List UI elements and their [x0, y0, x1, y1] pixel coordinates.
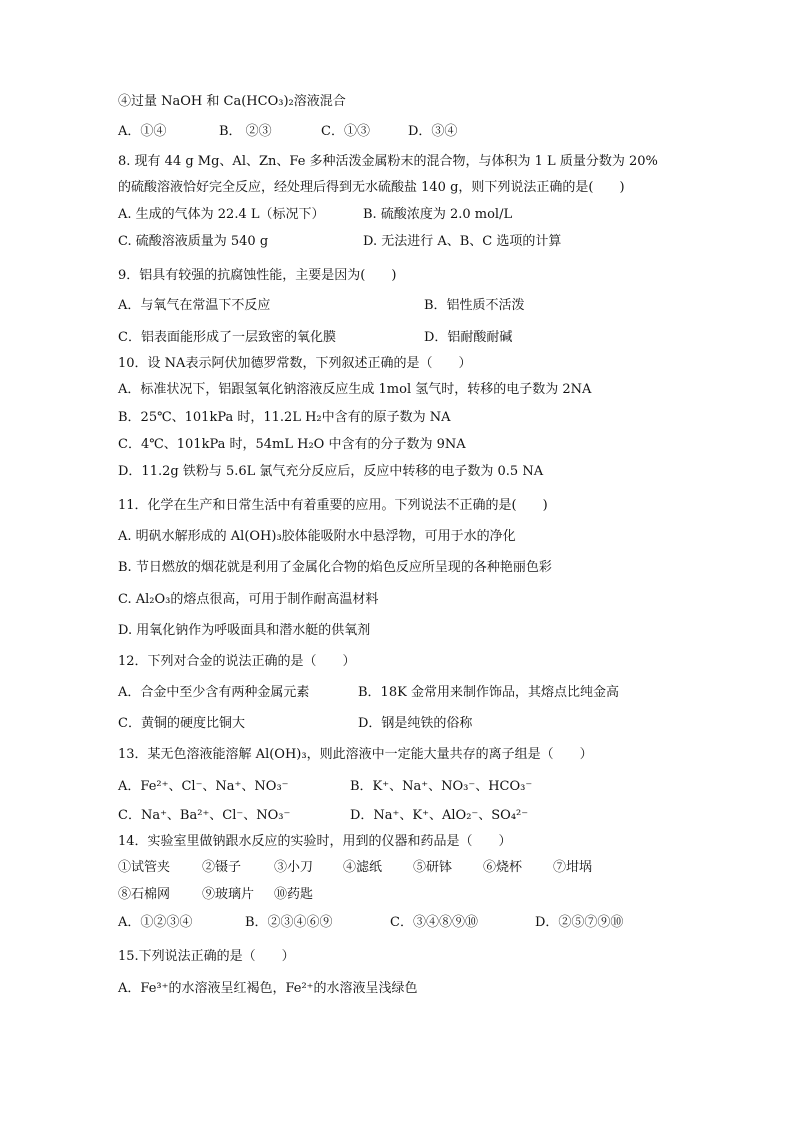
- q13-stem: 13．某无色溶液能溶解 Al(OH)₃，则此溶液中一定能大量共存的离子组是（ ）: [118, 747, 593, 762]
- q12-option-c: C．黄铜的硬度比铜大: [118, 716, 245, 731]
- q13-option-b: B．K⁺、Na⁺、NO₃⁻、HCO₃⁻: [350, 779, 533, 794]
- q12-stem: 12．下列对合金的说法正确的是（ ）: [118, 654, 356, 669]
- q10-option-b: B．25℃、101kPa 时，11.2L H₂中含有的原子数为 NA: [118, 410, 451, 425]
- q13-option-a: A．Fe²⁺、Cl⁻、Na⁺、NO₃⁻: [118, 779, 289, 794]
- q14-item-7: ⑦坩埚: [553, 860, 593, 875]
- q14-option-a: A．①②③④: [118, 915, 193, 930]
- q7-option-d: D．③④: [408, 124, 458, 139]
- q15-stem: 15.下列说法正确的是（ ）: [118, 949, 295, 964]
- q11-option-a: A. 明矾水解形成的 Al(OH)₃胶体能吸附水中悬浮物，可用于水的净化: [118, 529, 516, 544]
- q14-stem: 14．实验室里做钠跟水反应的实验时，用到的仪器和药品是（ ）: [118, 834, 512, 849]
- q14-item-6: ⑥烧杯: [483, 860, 523, 875]
- q8-option-a: A. 生成的气体为 22.4 L（标况下）: [118, 207, 325, 222]
- q8-stem-line1: 8. 现有 44 g Mg、Al、Zn、Fe 多种活泼金属粉末的混合物，与体积为 1 L 质量分数为 20%: [118, 154, 658, 169]
- q12-option-b: B．18K 金常用来制作饰品，其熔点比纯金高: [358, 685, 619, 700]
- q11-option-b: B. 节日燃放的烟花就是利用了金属化合物的焰色反应所呈现的各种艳丽色彩: [118, 560, 552, 575]
- q9-option-a: A．与氧气在常温下不反应: [118, 298, 271, 313]
- q7-option-b: B． ②③: [219, 124, 272, 139]
- q11-option-c: C. Al₂O₃的熔点很高，可用于制作耐高温材料: [118, 592, 379, 607]
- q14-item-2: ②镊子: [202, 860, 242, 875]
- q9-option-c: C．铝表面能形成了一层致密的氧化膜: [118, 330, 336, 345]
- q15-option-a: A．Fe³⁺的水溶液呈红褐色，Fe²⁺的水溶液呈浅绿色: [118, 981, 418, 996]
- q14-option-d: D．②⑤⑦⑨⑩: [535, 915, 624, 930]
- q10-option-d: D．11.2g 铁粉与 5.6L 氯气充分反应后，反应中转移的电子数为 0.5 NA: [118, 464, 544, 479]
- q10-option-c: C．4℃、101kPa 时，54mL H₂O 中含有的分子数为 9NA: [118, 437, 466, 452]
- q14-item-1: ①试管夹: [118, 860, 171, 875]
- q8-stem-line2: 的硫酸溶液恰好完全反应，经处理后得到无水硫酸盐 140 g，则下列说法正确的是( ): [118, 180, 625, 195]
- q14-item-10: ⑩药匙: [274, 887, 314, 902]
- q13-option-c: C．Na⁺、Ba²⁺、Cl⁻、NO₃⁻: [118, 808, 291, 823]
- q9-stem: 9．铝具有较强的抗腐蚀性能，主要是因为( ): [118, 268, 397, 283]
- q7-item-4: ④过量 NaOH 和 Ca(HCO₃)₂溶液混合: [118, 94, 346, 109]
- q8-option-d: D. 无法进行 A、B、C 选项的计算: [363, 234, 562, 249]
- q14-item-3: ③小刀: [274, 860, 314, 875]
- q10-option-a: A．标准状况下，铝跟氢氧化钠溶液反应生成 1mol 氢气时，转移的电子数为 2NA: [118, 382, 592, 397]
- q12-option-d: D．钢是纯铁的俗称: [358, 716, 473, 731]
- q14-option-b: B．②③④⑥⑨: [245, 915, 333, 930]
- q12-option-a: A．合金中至少含有两种金属元素: [118, 685, 310, 700]
- q14-option-c: C．③④⑧⑨⑩: [390, 915, 478, 930]
- q13-option-d: D．Na⁺、K⁺、AlO₂⁻、SO₄²⁻: [350, 808, 529, 823]
- q8-option-b: B. 硫酸浓度为 2.0 mol/L: [363, 207, 513, 222]
- q9-option-d: D．铝耐酸耐碱: [424, 330, 513, 345]
- q14-item-5: ⑤研钵: [413, 860, 453, 875]
- q11-stem: 11．化学在生产和日常生活中有着重要的应用。下列说法不正确的是( ): [118, 498, 548, 513]
- q14-item-9: ⑨玻璃片: [202, 887, 255, 902]
- q7-option-a: A．①④: [118, 124, 167, 139]
- q9-option-b: B．铝性质不活泼: [424, 298, 525, 313]
- q10-stem: 10．设 NA表示阿伏加德罗常数，下列叙述正确的是（ ）: [118, 356, 472, 371]
- q8-option-c: C. 硫酸溶液质量为 540 g: [118, 234, 269, 249]
- q14-item-4: ④滤纸: [343, 860, 383, 875]
- q7-option-c: C．①③: [321, 124, 370, 139]
- q14-item-8: ⑧石棉网: [118, 887, 171, 902]
- q11-option-d: D. 用氧化钠作为呼吸面具和潜水艇的供氧剂: [118, 623, 371, 638]
